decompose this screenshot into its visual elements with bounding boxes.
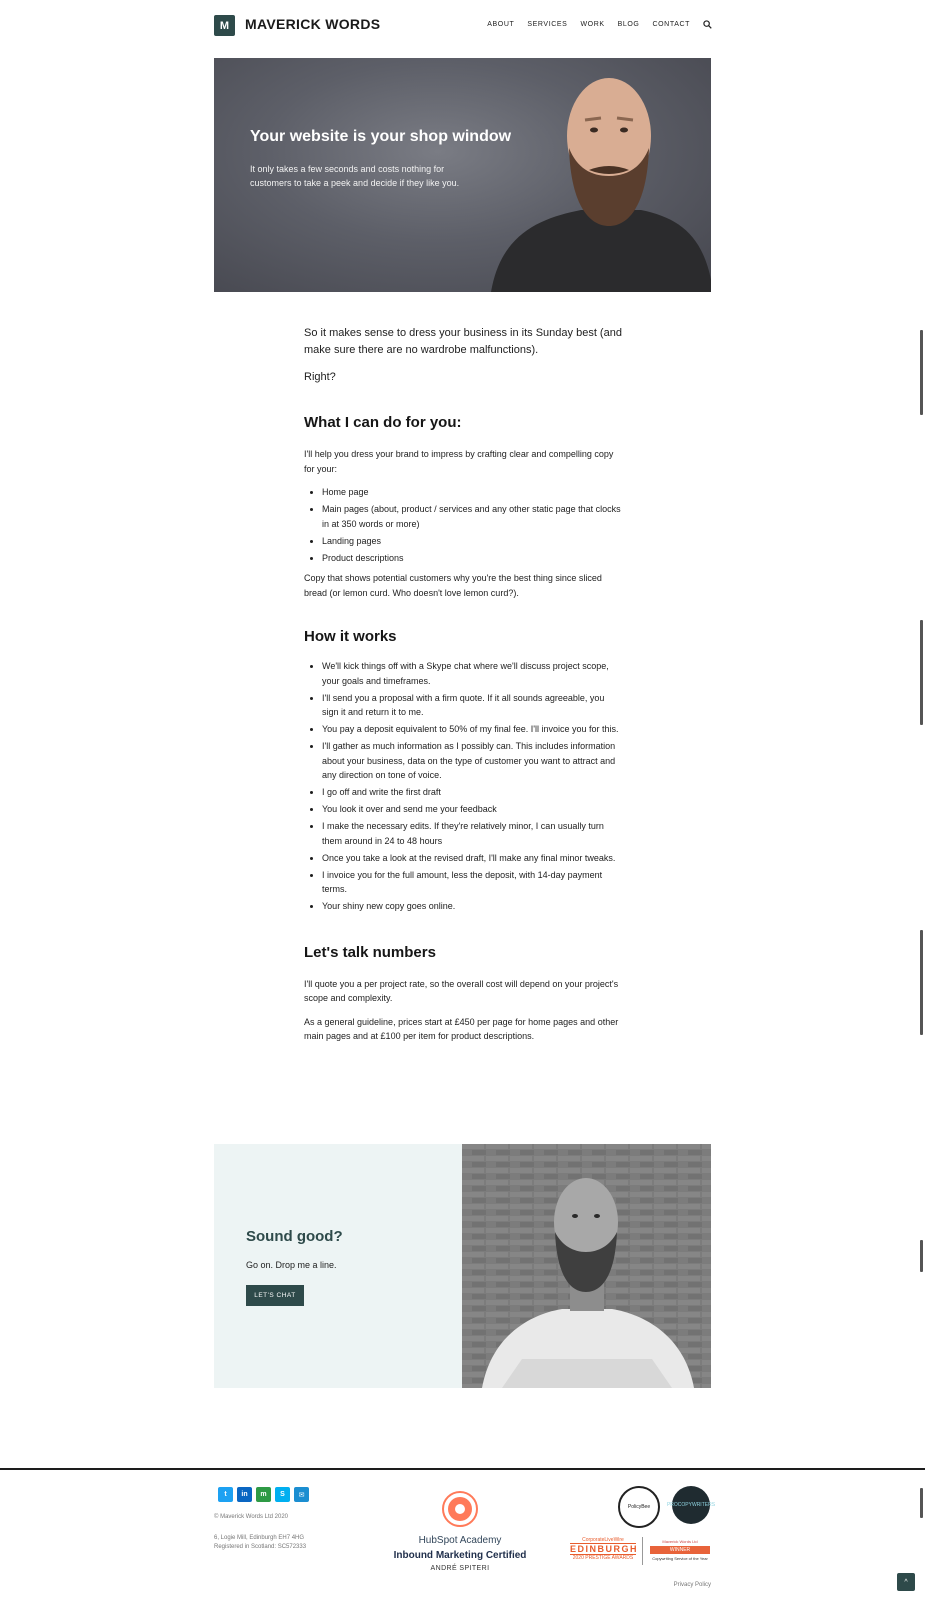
cta-text: Go on. Drop me a line. (246, 1260, 337, 1270)
scroll-marker (920, 620, 923, 725)
twitter-icon[interactable]: t (218, 1487, 233, 1502)
main-content (304, 325, 622, 1044)
scroll-marker (920, 1488, 923, 1518)
list-item: • I invoice you for the full amount, less the deposit, with 14-day payment terms. (322, 868, 622, 897)
search-icon[interactable] (703, 20, 712, 29)
privacy-policy-link[interactable]: Privacy Policy (673, 1582, 711, 1588)
intro-right: Right? (304, 371, 336, 383)
nav-blog[interactable]: BLOG (617, 21, 640, 28)
linkedin-icon[interactable]: in (237, 1487, 252, 1502)
nav-work[interactable]: WORK (580, 21, 605, 28)
list-item: • I go off and write the first draft (322, 785, 622, 800)
medium-icon[interactable]: m (256, 1487, 271, 1502)
list-item: • Landing pages (322, 534, 622, 549)
hubspot-seal-icon (441, 1490, 479, 1528)
logo-icon[interactable]: M (214, 15, 235, 36)
section-heading-process: How it works (304, 628, 397, 645)
hero-subtitle: It only takes a few seconds and costs nothing for customers to take a peek and decide if they like you. (250, 164, 460, 188)
hero-banner (214, 58, 711, 292)
award-source: CorporateLiveWire (582, 1537, 624, 1543)
nav-contact[interactable]: CONTACT (652, 21, 690, 28)
award-sub: 2020 PRESTIGE AWARDS (572, 1555, 634, 1561)
hubspot-logo: HubSpot Academy (418, 1535, 502, 1546)
cta-title: Sound good? (246, 1228, 343, 1245)
address-line: 6, Logie Mill, Edinburgh EH7 4HG (214, 1535, 305, 1541)
cta-panel (214, 1144, 462, 1388)
nav-services[interactable]: SERVICES (527, 21, 568, 28)
lets-chat-button[interactable]: LET'S CHAT (246, 1285, 304, 1306)
list-item: • We'll kick things off with a Skype chat where we'll discuss project scope, your goals and timeframes. (322, 659, 622, 688)
registration-line: Registered in Scotland: SC572333 (214, 1544, 307, 1550)
services-list (304, 485, 622, 565)
cta-portrait-image (462, 1144, 711, 1388)
hubspot-certification-badge (385, 1490, 535, 1572)
section-heading-services: What I can do for you: (304, 414, 462, 431)
scroll-marker (920, 930, 923, 1035)
hero-title: Your website is your shop window (250, 128, 512, 145)
copyright: © Maverick Words Ltd 2020 (214, 1514, 289, 1520)
list-item: • Main pages (about, product / services and any other static page that clocks in at 350 words or more) (322, 502, 622, 531)
list-item: • I'll gather as much information as I possibly can. This includes information about your business, data on the type of customer you want to attract and any direction on tone of voice. (322, 739, 622, 783)
winner-label: WINNER (650, 1546, 710, 1554)
brand-name[interactable]: MAVERICK WORDS (245, 16, 381, 32)
list-item: • Home page (322, 485, 622, 500)
skype-icon[interactable]: S (275, 1487, 290, 1502)
pricing-paragraph-2: As a general guideline, prices start at £450 per page for home pages and other main pages and at £100 per item for product descriptions. (304, 1016, 619, 1041)
award-city: EDINBURGH (570, 1544, 639, 1554)
winner-badge (650, 1539, 710, 1561)
winner-company: Maverick Words Ltd (662, 1539, 698, 1544)
scroll-marker (920, 1240, 923, 1272)
list-item: • You pay a deposit equivalent to 50% of my final fee. I'll invoice you for this. (322, 722, 622, 737)
email-icon[interactable]: ✉ (294, 1487, 309, 1502)
edinburgh-award-badge (570, 1537, 639, 1561)
services-intro: I'll help you dress your brand to impress by crafting clear and compelling copy for your: (304, 449, 614, 474)
winner-category: Copywriting Service of the Year (652, 1556, 708, 1561)
services-outro: Copy that shows potential customers why you're the best thing since sliced bread (or lemon curd. Who doesn't love lemon curd?). (304, 573, 602, 598)
section-heading-pricing: Let's talk numbers (304, 943, 436, 961)
intro-lead: So it makes sense to dress your business in its Sunday best (and make sure there are no wardrobe malfunctions). (304, 327, 622, 356)
list-item: • Once you take a look at the revised draft, I'll make any final minor tweaks. (322, 851, 622, 866)
main-nav (487, 20, 712, 29)
list-item: • I make the necessary edits. If they're relatively minor, I can usually turn them around in 24 to 48 hours (322, 819, 622, 848)
procopywriters-badge: PROCOPYWRITERS (672, 1486, 710, 1524)
list-item: • Product descriptions (322, 551, 622, 566)
process-list (304, 659, 622, 914)
back-to-top-button[interactable]: ^ (897, 1573, 915, 1591)
pricing-paragraph-1: I'll quote you a per project rate, so the overall cost will depend on your project's scope and complexity. (304, 978, 619, 1003)
footer-divider (0, 1468, 925, 1470)
scroll-marker (920, 330, 923, 415)
list-item: • Your shiny new copy goes online. (322, 899, 622, 914)
nav-about[interactable]: ABOUT (487, 21, 515, 28)
hubspot-title: Inbound Marketing Certified (393, 1550, 527, 1561)
hero-portrait-image (451, 58, 711, 292)
hubspot-name: ANDRÉ SPITERI (430, 1565, 490, 1572)
policybee-badge: PolicyBee (618, 1486, 660, 1528)
badge-divider (642, 1537, 643, 1565)
address (214, 1534, 306, 1552)
list-item: • I'll send you a proposal with a firm quote. If it all sounds agreeable, you sign it and return it to me. (322, 691, 622, 720)
social-links (218, 1487, 309, 1502)
list-item: • You look it over and send me your feedback (322, 802, 622, 817)
